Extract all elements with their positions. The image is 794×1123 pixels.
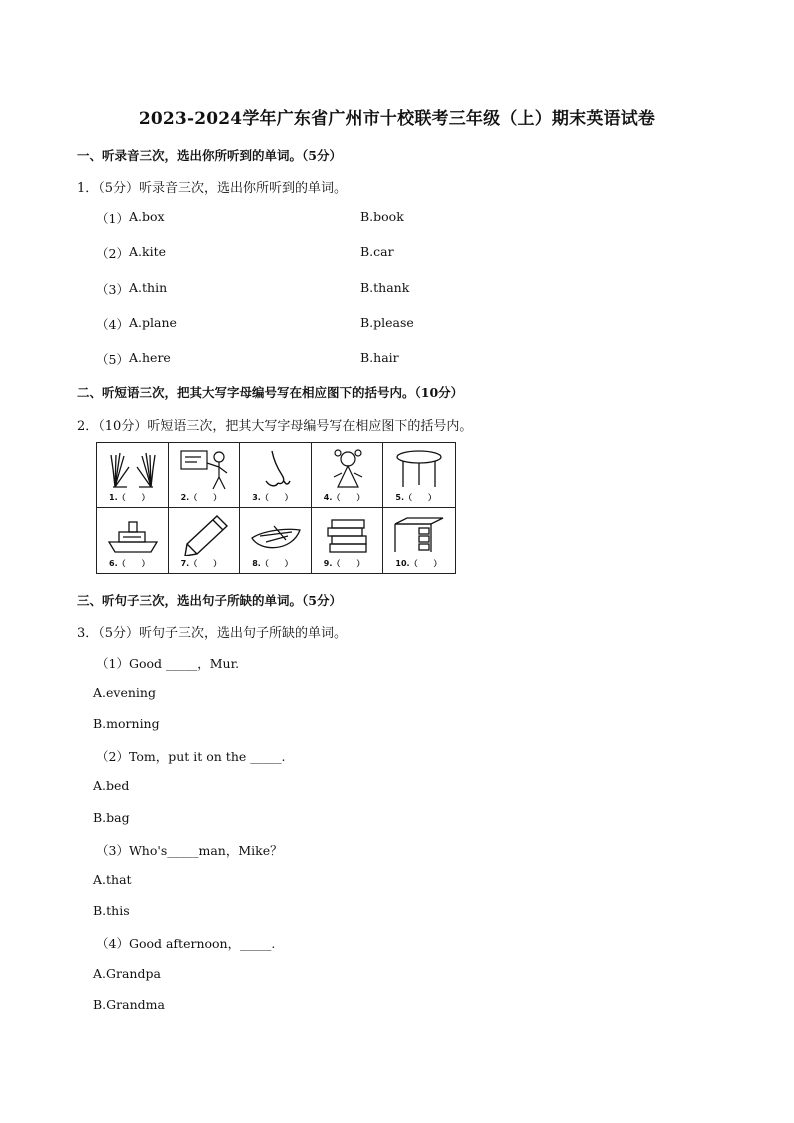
q1-3-option-a: A.thin: [129, 280, 168, 295]
question1-stem: 1．（5分）听录音三次，选出你所听到的单词。: [77, 181, 348, 196]
section2-heading: 二、听短语三次，把其大写字母编号写在相应图下的括号内。（10分）: [77, 385, 464, 400]
q1-1-option-b: B.book: [360, 209, 404, 224]
picture-caption-5: 5.（ ）: [395, 493, 436, 502]
picture-caption-2: 2.（ ）: [180, 493, 222, 502]
picture-caption-4: 4.（ ）: [323, 493, 365, 502]
q1-5-option-a: A.here: [129, 350, 171, 365]
q1-3-num: （3）: [96, 282, 129, 297]
picture-caption-9: 9.（ ）: [323, 559, 365, 568]
q1-3-option-b: B.thank: [360, 280, 410, 295]
picture-caption-1: 1.（ ）: [109, 493, 150, 502]
picture-cell: [240, 508, 312, 573]
q1-2-num: （2）: [96, 246, 129, 261]
q3-4-option-a: A.Grandpa: [93, 966, 161, 981]
q1-4-option-b: B.please: [360, 315, 414, 330]
desk-icon: [391, 512, 447, 556]
q3-1-option-b: B.morning: [93, 716, 160, 731]
picture-cell: [169, 443, 241, 508]
q3-4-stem: （4）Good afternoon，_____.: [96, 936, 276, 951]
q1-5-option-b: B.hair: [360, 350, 399, 365]
picture-caption-6: 6.（ ）: [109, 559, 150, 568]
q3-1-stem: （1）Good _____，Mur.: [96, 656, 240, 671]
nose-icon: [248, 447, 304, 491]
picture-cell: [169, 508, 241, 573]
q3-3-stem: （3）Who's_____man，Mike？: [96, 843, 283, 858]
q3-2-option-b: B.bag: [93, 810, 130, 825]
picture-caption-10: 10.（ ）: [395, 559, 442, 568]
picture-cell: [240, 443, 312, 508]
q3-2-option-a: A.bed: [93, 778, 130, 793]
page-title: 2023-2024学年广东省广州市十校联考三年级（上）期末英语试卷: [138, 109, 656, 129]
pencil-icon: [177, 512, 233, 556]
picture-grid: [96, 442, 456, 574]
q1-2-option-b: B.car: [360, 244, 394, 259]
girl-icon: [320, 447, 376, 491]
picture-cell: [97, 443, 169, 508]
picture-caption-8: 8.（ ）: [252, 559, 293, 568]
q1-2-option-a: A.kite: [129, 244, 166, 259]
q1-1-option-a: A.box: [129, 209, 165, 224]
books-icon: [320, 512, 376, 556]
hands-icon: [105, 447, 161, 491]
picture-caption-3: 3.（ ）: [252, 493, 293, 502]
boat-icon: [248, 512, 304, 556]
section1-heading: 一、听录音三次，选出你所听到的单词。（5分）: [77, 148, 342, 163]
question3-stem: 3．（5分）听句子三次，选出句子所缺的单词。: [77, 626, 348, 641]
table-icon: [391, 447, 447, 491]
q1-1-num: （1）: [96, 211, 129, 226]
q3-4-option-b: B.Grandma: [93, 997, 165, 1012]
picture-cell: [97, 508, 169, 573]
question2-stem: 2．（10分）听短语三次，把其大写字母编号写在相应图下的括号内。: [77, 419, 473, 434]
q1-4-option-a: A.plane: [129, 315, 177, 330]
q3-3-option-a: A.that: [93, 872, 132, 887]
person-chart-icon: [177, 447, 233, 491]
q3-1-option-a: A.evening: [93, 685, 156, 700]
picture-cell: [383, 443, 455, 508]
picture-cell: [312, 508, 384, 573]
section3-heading: 三、听句子三次，选出句子所缺的单词。（5分）: [77, 593, 342, 608]
picture-cell: [312, 443, 384, 508]
q3-3-option-b: B.this: [93, 903, 130, 918]
picture-caption-7: 7.（ ）: [180, 559, 222, 568]
picture-cell: [383, 508, 455, 573]
q1-5-num: （5）: [96, 352, 129, 367]
q3-2-stem: （2）Tom，put it on the _____.: [96, 749, 286, 764]
ship-icon: [105, 512, 161, 556]
q1-4-num: （4）: [96, 317, 129, 332]
